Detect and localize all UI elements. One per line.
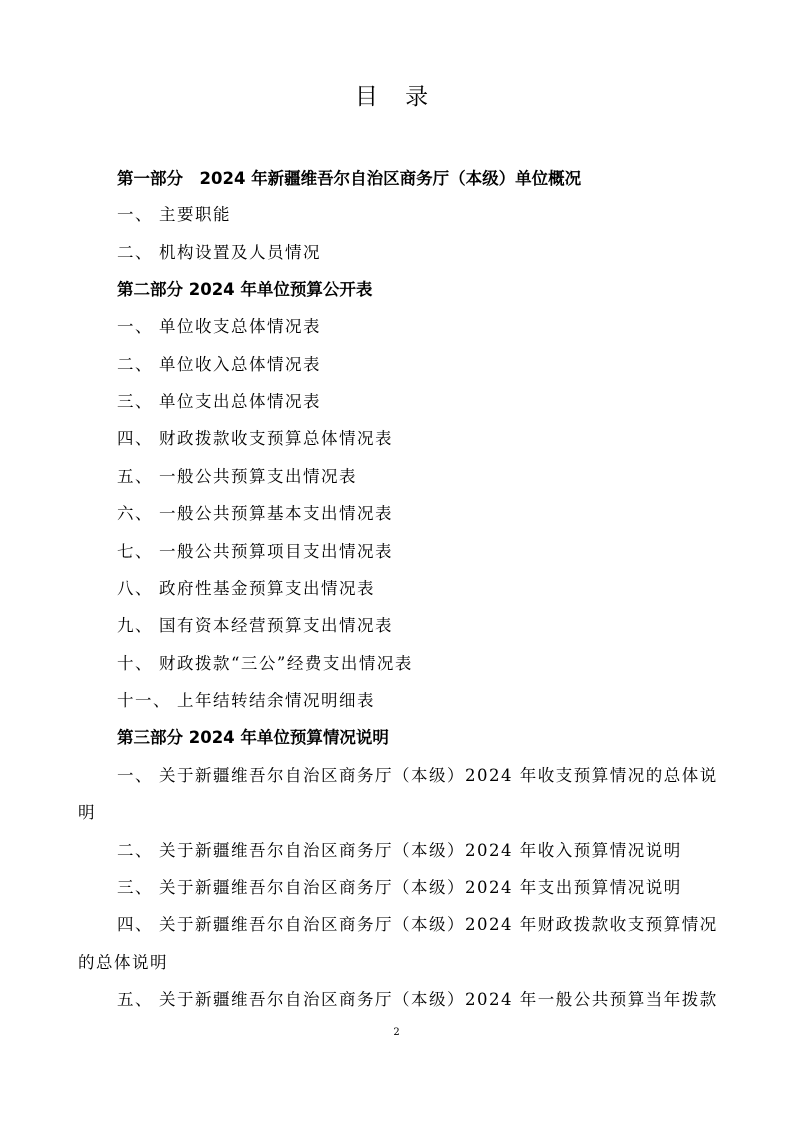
toc-entry-text: 一般公共预算基本支出情况表 xyxy=(159,504,393,523)
toc-entry[interactable] xyxy=(117,764,718,788)
toc-entry-number: 三、 xyxy=(117,392,153,411)
toc-entry[interactable] xyxy=(117,427,393,451)
toc-entry-continuation[interactable]: 的总体说明 xyxy=(78,953,168,972)
page-number: 2 xyxy=(393,1027,400,1038)
toc-entry-number: 十、 xyxy=(117,654,153,673)
toc-entry-text: 关于新疆维吾尔自治区商务厅（本级）2024 年财政拨款收支预算情况 xyxy=(159,915,718,934)
toc-entry-number: 七、 xyxy=(117,542,153,561)
part1-heading[interactable]: 第一部分 2024 年新疆维吾尔自治区商务厅（本级）单位概况 xyxy=(117,169,582,188)
toc-entry-number: 九、 xyxy=(117,616,153,635)
toc-entry[interactable] xyxy=(117,876,682,900)
toc-entry-text: 财政拨款收支预算总体情况表 xyxy=(159,429,393,448)
toc-entry-number: 五、 xyxy=(117,990,153,1009)
toc-entry[interactable] xyxy=(117,988,718,1012)
toc-entry[interactable] xyxy=(117,315,321,339)
toc-entry-number: 二、 xyxy=(117,841,153,860)
toc-entry-number: 四、 xyxy=(117,429,153,448)
toc-entry-text: 关于新疆维吾尔自治区商务厅（本级）2024 年收支预算情况的总体说 xyxy=(159,766,718,785)
toc-entry-text: 政府性基金预算支出情况表 xyxy=(159,579,375,598)
toc-entry[interactable] xyxy=(117,839,682,863)
toc-entry-text: 单位支出总体情况表 xyxy=(159,392,321,411)
toc-entry-number: 二、 xyxy=(117,243,153,262)
toc-entry[interactable] xyxy=(117,689,375,713)
toc-entry-number: 三、 xyxy=(117,878,153,897)
toc-entry[interactable] xyxy=(117,540,393,564)
toc-entry-text: 单位收入总体情况表 xyxy=(159,355,321,374)
toc-entry-text: 国有资本经营预算支出情况表 xyxy=(159,616,393,635)
page-title: 目 录 xyxy=(354,84,439,110)
toc-entry-number: 四、 xyxy=(117,915,153,934)
toc-entry[interactable] xyxy=(117,502,393,526)
toc-entry[interactable] xyxy=(117,577,375,601)
part2-heading[interactable]: 第二部分 2024 年单位预算公开表 xyxy=(117,280,373,299)
toc-entry[interactable] xyxy=(117,203,231,227)
toc-entry-text: 关于新疆维吾尔自治区商务厅（本级）2024 年支出预算情况说明 xyxy=(159,878,682,897)
toc-entry[interactable] xyxy=(117,913,718,937)
toc-entry-number: 五、 xyxy=(117,467,153,486)
toc-entry-text: 关于新疆维吾尔自治区商务厅（本级）2024 年一般公共预算当年拨款 xyxy=(159,990,718,1009)
toc-entry[interactable] xyxy=(117,465,357,489)
toc-entry-text: 机构设置及人员情况 xyxy=(159,243,321,262)
toc-entry-number: 八、 xyxy=(117,579,153,598)
part3-heading[interactable]: 第三部分 2024 年单位预算情况说明 xyxy=(117,728,389,747)
toc-entry-number: 一、 xyxy=(117,205,153,224)
toc-entry-number: 一、 xyxy=(117,766,153,785)
toc-entry-text: 上年结转结余情况明细表 xyxy=(177,691,375,710)
toc-entry-text: 财政拨款“三公”经费支出情况表 xyxy=(159,654,413,673)
toc-entry-text: 单位收支总体情况表 xyxy=(159,317,321,336)
toc-entry[interactable] xyxy=(117,390,321,414)
toc-entry[interactable] xyxy=(117,353,321,377)
toc-entry-text: 一般公共预算支出情况表 xyxy=(159,467,357,486)
toc-entry-number: 六、 xyxy=(117,504,153,523)
toc-entry[interactable] xyxy=(117,614,393,638)
toc-entry[interactable] xyxy=(117,652,413,676)
toc-entry-text: 一般公共预算项目支出情况表 xyxy=(159,542,393,561)
toc-entry-number: 十一、 xyxy=(117,691,171,710)
toc-entry-continuation[interactable]: 明 xyxy=(78,803,96,822)
toc-entry-text: 主要职能 xyxy=(159,205,231,224)
toc-entry[interactable] xyxy=(117,241,321,265)
toc-entry-number: 一、 xyxy=(117,317,153,336)
toc-entry-number: 二、 xyxy=(117,355,153,374)
toc-entry-text: 关于新疆维吾尔自治区商务厅（本级）2024 年收入预算情况说明 xyxy=(159,841,682,860)
